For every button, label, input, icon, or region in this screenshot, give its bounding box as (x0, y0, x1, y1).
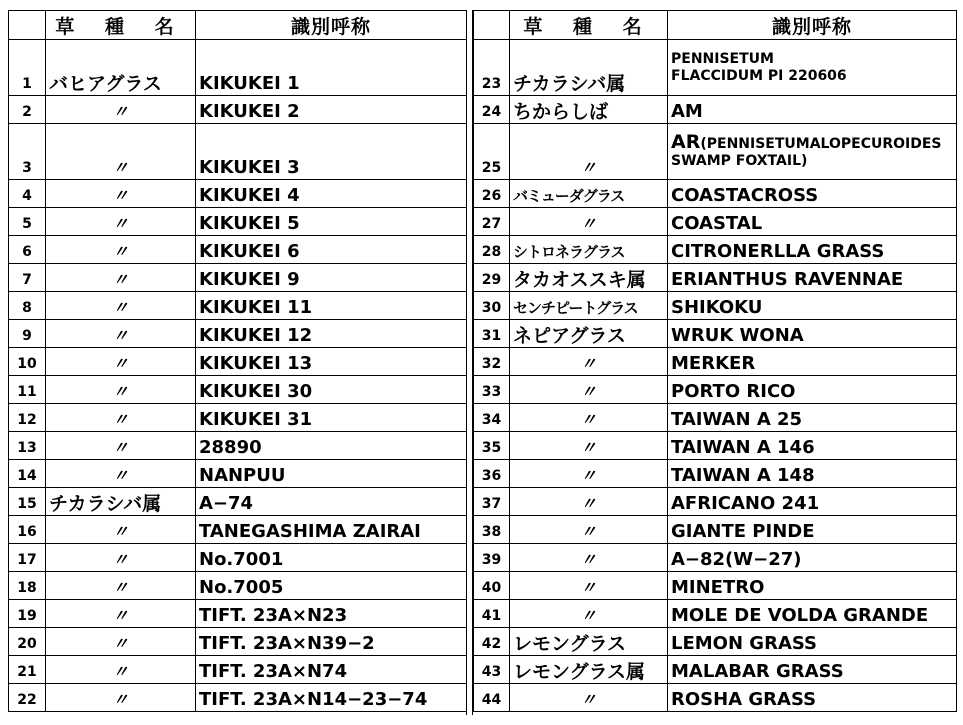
row-number: 20 (9, 628, 46, 656)
species-name: バヒアグラス (46, 40, 196, 96)
identification-code: SHIKOKU (668, 292, 957, 320)
ditto-mark: 〃 (510, 404, 668, 432)
table-row (474, 96, 957, 124)
ditto-mark: 〃 (46, 320, 196, 348)
code-prefix: AR (671, 130, 701, 153)
row-number: 32 (474, 348, 510, 376)
identification-code: TIFT. 23A×N74 (196, 656, 467, 684)
row-number: 5 (9, 208, 46, 236)
table-row (9, 684, 467, 712)
table-row (9, 572, 467, 600)
ditto-mark: 〃 (510, 684, 668, 712)
ditto-mark: 〃 (510, 460, 668, 488)
double-divider (466, 10, 473, 715)
row-number: 35 (474, 432, 510, 460)
row-number: 7 (9, 264, 46, 292)
table-row (9, 124, 467, 180)
row-number: 19 (9, 600, 46, 628)
identification-code: COASTAL (668, 208, 957, 236)
ditto-mark: 〃 (510, 348, 668, 376)
header-row (474, 11, 957, 40)
ditto-mark: 〃 (46, 684, 196, 712)
ditto-mark: 〃 (510, 208, 668, 236)
row-number: 18 (9, 572, 46, 600)
identification-code: WRUK WONA (668, 320, 957, 348)
identification-code: KIKUKEI 3 (196, 124, 467, 180)
row-number: 14 (9, 460, 46, 488)
row-number: 6 (9, 236, 46, 264)
identification-code: No.7005 (196, 572, 467, 600)
code-line-1: (PENNISETUMALOPECUROIDES (700, 135, 942, 152)
row-number: 42 (474, 628, 510, 656)
table-row (474, 208, 957, 236)
table-row (474, 320, 957, 348)
table-row (9, 460, 467, 488)
species-column-header: 草 種 名 (46, 11, 196, 40)
table-right-half (473, 10, 957, 712)
species-name: タカオススキ属 (510, 264, 668, 292)
ditto-mark: 〃 (46, 236, 196, 264)
identification-code: GIANTE PINDE (668, 516, 957, 544)
table-row (9, 180, 467, 208)
table-row (474, 544, 957, 572)
identification-code: 28890 (196, 432, 467, 460)
identification-code: MINETRO (668, 572, 957, 600)
identification-code: No.7001 (196, 544, 467, 572)
table-row (9, 516, 467, 544)
identification-code: KIKUKEI 6 (196, 236, 467, 264)
table-row (9, 628, 467, 656)
ditto-mark: 〃 (46, 600, 196, 628)
ditto-mark: 〃 (46, 124, 196, 180)
row-number: 24 (474, 96, 510, 124)
table-row (474, 432, 957, 460)
row-number: 39 (474, 544, 510, 572)
table-row (9, 432, 467, 460)
table-row (9, 348, 467, 376)
ditto-mark: 〃 (46, 404, 196, 432)
row-number: 11 (9, 376, 46, 404)
identification-code: KIKUKEI 13 (196, 348, 467, 376)
table-row (474, 376, 957, 404)
ditto-mark: 〃 (46, 96, 196, 124)
identification-code (668, 124, 957, 180)
ditto-mark: 〃 (46, 544, 196, 572)
identification-code: KIKUKEI 12 (196, 320, 467, 348)
code-line-2: FLACCIDUM PI 220606 (671, 67, 847, 84)
identification-code: KIKUKEI 4 (196, 180, 467, 208)
row-number: 1 (9, 40, 46, 96)
ditto-mark: 〃 (46, 292, 196, 320)
table-row (9, 320, 467, 348)
row-number: 22 (9, 684, 46, 712)
number-column-header (474, 11, 510, 40)
table-row (474, 460, 957, 488)
row-number: 36 (474, 460, 510, 488)
ditto-mark: 〃 (46, 376, 196, 404)
species-name: センチピートグラス (510, 292, 668, 320)
table-row (474, 404, 957, 432)
identification-code: ERIANTHUS RAVENNAE (668, 264, 957, 292)
ditto-mark: 〃 (510, 376, 668, 404)
table-left-half (8, 10, 467, 712)
table-row (474, 572, 957, 600)
table-row (474, 684, 957, 712)
ditto-mark: 〃 (510, 600, 668, 628)
row-number: 12 (9, 404, 46, 432)
row-number: 44 (474, 684, 510, 712)
number-column-header (9, 11, 46, 40)
identification-code: A−82(W−27) (668, 544, 957, 572)
table-row (9, 40, 467, 96)
code-line-2: SWAMP FOXTAIL) (671, 152, 808, 169)
grass-variety-table (8, 10, 955, 715)
species-name: レモングラス (510, 628, 668, 656)
row-number: 4 (9, 180, 46, 208)
table-row (9, 656, 467, 684)
row-number: 25 (474, 124, 510, 180)
row-number: 33 (474, 376, 510, 404)
species-column-header: 草 種 名 (510, 11, 668, 40)
table-row (9, 488, 467, 516)
ditto-mark: 〃 (46, 572, 196, 600)
table-row (9, 96, 467, 124)
row-number: 13 (9, 432, 46, 460)
row-number: 3 (9, 124, 46, 180)
table-row (9, 544, 467, 572)
identification-code: TAIWAN A 25 (668, 404, 957, 432)
code-column-header: 識別呼称 (668, 11, 957, 40)
row-number: 40 (474, 572, 510, 600)
ditto-mark: 〃 (510, 544, 668, 572)
ditto-mark: 〃 (46, 264, 196, 292)
row-number: 21 (9, 656, 46, 684)
row-number: 30 (474, 292, 510, 320)
row-number: 43 (474, 656, 510, 684)
row-number: 9 (9, 320, 46, 348)
identification-code: TAIWAN A 146 (668, 432, 957, 460)
table-row (474, 348, 957, 376)
row-number: 41 (474, 600, 510, 628)
table-row (9, 404, 467, 432)
row-number: 34 (474, 404, 510, 432)
species-name: バミューダグラス (510, 180, 668, 208)
ditto-mark: 〃 (46, 180, 196, 208)
row-number: 10 (9, 348, 46, 376)
table-row (474, 600, 957, 628)
identification-code: LEMON GRASS (668, 628, 957, 656)
species-name: レモングラス属 (510, 656, 668, 684)
identification-code: TIFT. 23A×N39−2 (196, 628, 467, 656)
identification-code: TANEGASHIMA ZAIRAI (196, 516, 467, 544)
code-line-1: PENNISETUM (671, 50, 774, 67)
identification-code: KIKUKEI 11 (196, 292, 467, 320)
species-name: シトロネラグラス (510, 236, 668, 264)
identification-code: KIKUKEI 31 (196, 404, 467, 432)
table-row (474, 516, 957, 544)
row-number: 17 (9, 544, 46, 572)
identification-code: TIFT. 23A×N23 (196, 600, 467, 628)
row-number: 26 (474, 180, 510, 208)
ditto-mark: 〃 (46, 516, 196, 544)
ditto-mark: 〃 (46, 208, 196, 236)
species-name: ネピアグラス (510, 320, 668, 348)
table-row (9, 376, 467, 404)
row-number: 15 (9, 488, 46, 516)
row-number: 8 (9, 292, 46, 320)
identification-code: CITRONERLLA GRASS (668, 236, 957, 264)
row-number: 2 (9, 96, 46, 124)
identification-code: KIKUKEI 1 (196, 40, 467, 96)
table-row (474, 236, 957, 264)
row-number: 37 (474, 488, 510, 516)
identification-code: TIFT. 23A×N14−23−74 (196, 684, 467, 712)
ditto-mark: 〃 (510, 516, 668, 544)
ditto-mark: 〃 (510, 432, 668, 460)
identification-code: A−74 (196, 488, 467, 516)
table-row (9, 600, 467, 628)
species-name: チカラシバ属 (46, 488, 196, 516)
table-row (9, 264, 467, 292)
row-number: 28 (474, 236, 510, 264)
table-row (9, 208, 467, 236)
row-number: 29 (474, 264, 510, 292)
table-row (474, 124, 957, 180)
table-row (474, 292, 957, 320)
code-column-header: 識別呼称 (196, 11, 467, 40)
ditto-mark: 〃 (46, 628, 196, 656)
identification-code: KIKUKEI 9 (196, 264, 467, 292)
table-row (474, 628, 957, 656)
table-row (474, 264, 957, 292)
header-row (9, 11, 467, 40)
ditto-mark: 〃 (46, 432, 196, 460)
row-number: 16 (9, 516, 46, 544)
species-name: ちからしば (510, 96, 668, 124)
identification-code: NANPUU (196, 460, 467, 488)
identification-code: AFRICANO 241 (668, 488, 957, 516)
identification-code: TAIWAN A 148 (668, 460, 957, 488)
ditto-mark: 〃 (510, 572, 668, 600)
identification-code: KIKUKEI 5 (196, 208, 467, 236)
row-number: 38 (474, 516, 510, 544)
identification-code: AM (668, 96, 957, 124)
identification-code (668, 40, 957, 96)
table-row (474, 656, 957, 684)
identification-code: MALABAR GRASS (668, 656, 957, 684)
identification-code: PORTO RICO (668, 376, 957, 404)
ditto-mark: 〃 (510, 488, 668, 516)
identification-code: MERKER (668, 348, 957, 376)
table-row (474, 40, 957, 96)
ditto-mark: 〃 (46, 656, 196, 684)
row-number: 23 (474, 40, 510, 96)
row-number: 27 (474, 208, 510, 236)
table-row (9, 236, 467, 264)
ditto-mark: 〃 (510, 124, 668, 180)
table-row (9, 292, 467, 320)
ditto-mark: 〃 (46, 348, 196, 376)
identification-code: ROSHA GRASS (668, 684, 957, 712)
ditto-mark: 〃 (46, 460, 196, 488)
identification-code: MOLE DE VOLDA GRANDE (668, 600, 957, 628)
identification-code: KIKUKEI 2 (196, 96, 467, 124)
species-name: チカラシバ属 (510, 40, 668, 96)
row-number: 31 (474, 320, 510, 348)
table-row (474, 488, 957, 516)
identification-code: KIKUKEI 30 (196, 376, 467, 404)
identification-code: COASTACROSS (668, 180, 957, 208)
table-row (474, 180, 957, 208)
